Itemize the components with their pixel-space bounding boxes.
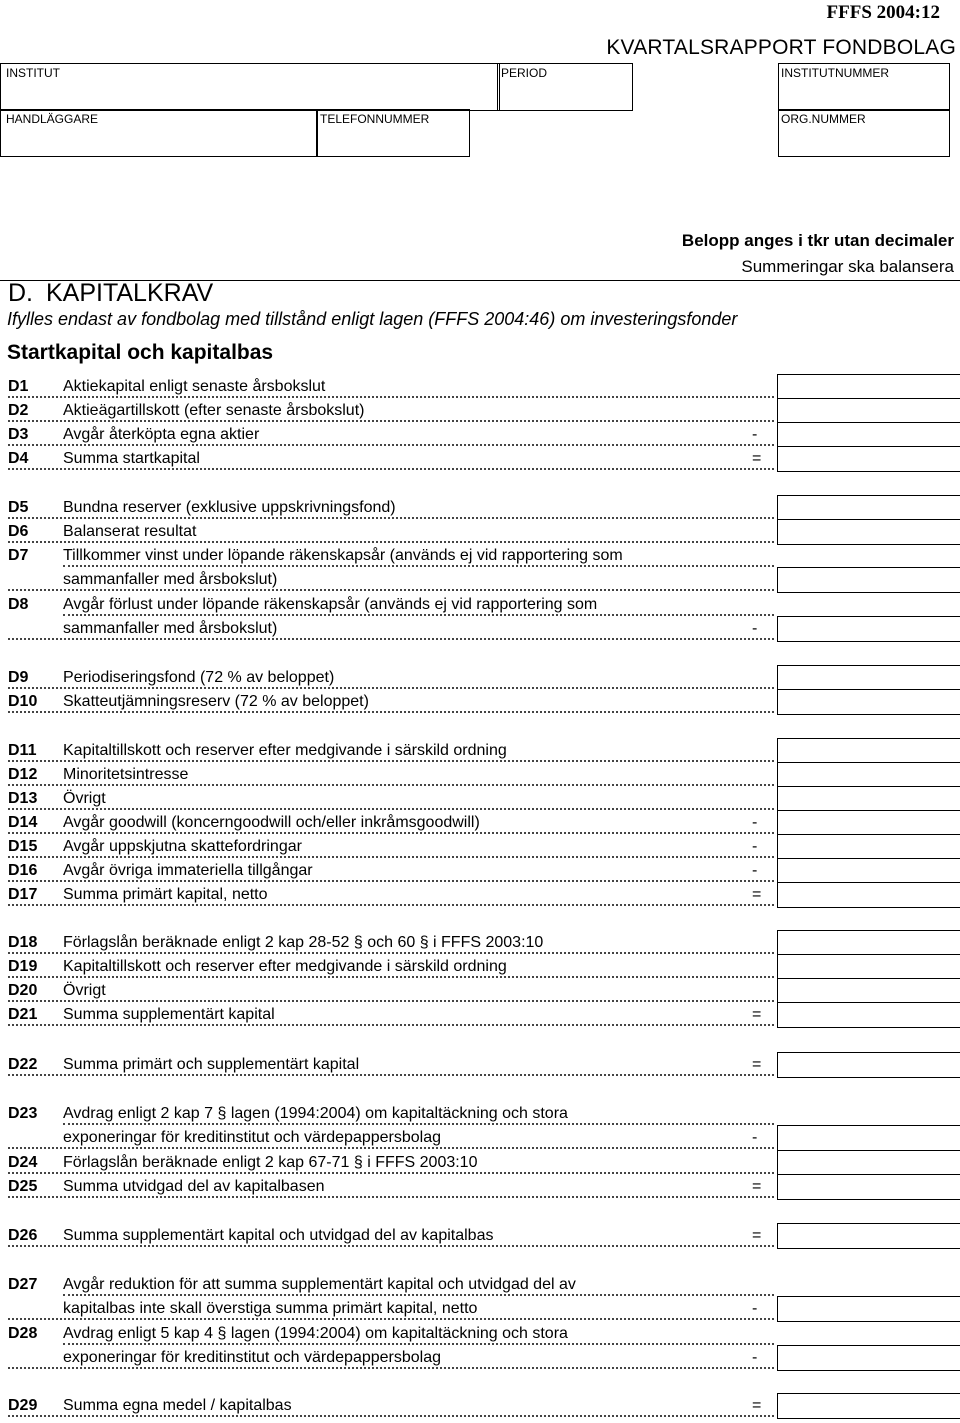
row-description: Avgår reduktion för att summa supplementärt kapital och utvidgad del av	[63, 1276, 576, 1293]
dotted-leader	[63, 1294, 774, 1296]
dotted-leader	[8, 832, 774, 834]
amount-input-d21[interactable]	[777, 1002, 960, 1028]
row-d29	[0, 1396, 960, 1420]
row-description: Avgår goodwill (koncerngoodwill och/eller inkråmsgoodwill)	[63, 814, 480, 831]
row-description: Summa primärt och supplementärt kapital	[63, 1056, 360, 1073]
row-description: Tillkommer vinst under löpande räkenskapsår (används ej vid rapportering som	[63, 547, 623, 564]
minus-sign: -	[752, 838, 758, 855]
row-description: Avgår övriga immateriella tillgångar	[63, 862, 313, 879]
row-description-continuation: sammanfaller med årsbokslut)	[63, 571, 278, 588]
row-d4	[0, 449, 960, 473]
section-title: KAPITALKRAV	[46, 279, 214, 307]
row-d6	[0, 522, 960, 546]
dotted-leader	[8, 1245, 774, 1247]
amount-input-d14[interactable]	[777, 810, 960, 836]
row-code: D17	[8, 886, 38, 903]
dotted-leader	[8, 1172, 774, 1174]
amount-input-d22[interactable]	[777, 1052, 960, 1078]
institutnummer-label: INSTITUTNUMMER	[781, 66, 889, 80]
amount-input-d4[interactable]	[777, 446, 960, 472]
amount-input-d16[interactable]	[777, 858, 960, 884]
amount-input-d10[interactable]	[777, 689, 960, 715]
equals-sign: =	[752, 1397, 762, 1414]
orgnummer-label: ORG.NUMMER	[781, 112, 866, 126]
balance-note: Summeringar ska balansera	[741, 257, 954, 276]
equals-sign: =	[752, 1178, 762, 1195]
dotted-leader	[8, 856, 774, 858]
amount-input-d27[interactable]	[777, 1296, 960, 1322]
handlaggare-label: HANDLÄGGARE	[6, 112, 99, 126]
row-code: D16	[8, 862, 38, 879]
row-description: Summa startkapital	[63, 450, 200, 467]
dotted-leader	[63, 1123, 774, 1125]
section-note: Ifylles endast av fondbolag med tillstånd enligt lagen (FFFS 2004:46) om investeringsfonder	[7, 309, 738, 329]
row-d23-continuation	[0, 1128, 960, 1152]
amount-input-d11[interactable]	[777, 738, 960, 764]
dotted-leader	[63, 1343, 774, 1345]
amount-input-d26[interactable]	[777, 1223, 960, 1249]
amount-input-d17[interactable]	[777, 882, 960, 908]
row-description: Avgår förlust under löpande räkenskapsår (används ej vid rapportering som	[63, 596, 598, 613]
amount-input-d23[interactable]	[777, 1125, 960, 1151]
amount-input-d6[interactable]	[777, 519, 960, 545]
row-code: D19	[8, 958, 38, 975]
amount-input-d20[interactable]	[777, 978, 960, 1004]
equals-sign: =	[752, 450, 762, 467]
row-code: D9	[8, 669, 29, 686]
row-code: D29	[8, 1397, 38, 1414]
dotted-leader	[8, 784, 774, 786]
amount-input-d29[interactable]	[777, 1393, 960, 1419]
row-d28-continuation	[0, 1348, 960, 1372]
row-code: D14	[8, 814, 38, 831]
row-description: Minoritetsintresse	[63, 766, 189, 783]
row-d25	[0, 1177, 960, 1201]
row-code: D25	[8, 1178, 38, 1195]
row-code: D21	[8, 1006, 38, 1023]
dotted-leader	[8, 420, 774, 422]
dotted-leader	[8, 1318, 774, 1320]
amount-input-d2[interactable]	[777, 398, 960, 424]
dotted-leader	[8, 444, 774, 446]
row-description: Övrigt	[63, 790, 106, 807]
row-description: Summa egna medel / kapitalbas	[63, 1397, 292, 1414]
row-code: D2	[8, 402, 29, 419]
amount-input-d19[interactable]	[777, 954, 960, 980]
row-description: Avgår uppskjutna skattefordringar	[63, 838, 302, 855]
institut-field[interactable]	[0, 63, 500, 111]
dotted-leader	[63, 614, 774, 616]
period-label: PERIOD	[501, 66, 548, 80]
amount-input-d12[interactable]	[777, 762, 960, 788]
row-code: D3	[8, 426, 29, 443]
row-description: Summa supplementärt kapital och utvidgad del av kapitalbas	[63, 1227, 494, 1244]
subsection-title: Startkapital och kapitalbas	[7, 341, 274, 364]
amount-input-d28[interactable]	[777, 1345, 960, 1371]
minus-sign: -	[752, 426, 758, 443]
minus-sign: -	[752, 1300, 758, 1317]
dotted-leader	[8, 396, 774, 398]
row-code: D26	[8, 1227, 38, 1244]
row-code: D7	[8, 547, 29, 564]
amount-input-d9[interactable]	[777, 665, 960, 691]
row-code: D20	[8, 982, 38, 999]
row-code: D8	[8, 596, 29, 613]
minus-sign: -	[752, 620, 758, 637]
dotted-leader	[8, 952, 774, 954]
row-description: Aktiekapital enligt senaste årsbokslut	[63, 378, 326, 395]
dotted-leader	[8, 1000, 774, 1002]
dotted-leader	[8, 880, 774, 882]
equals-sign: =	[752, 1056, 762, 1073]
equals-sign: =	[752, 886, 762, 903]
row-description-continuation: exponeringar för kreditinstitut och värdepappersbolag	[63, 1129, 442, 1146]
row-description-continuation: exponeringar för kreditinstitut och värdepappersbolag	[63, 1349, 442, 1366]
dotted-leader	[8, 808, 774, 810]
amount-input-d3[interactable]	[777, 422, 960, 448]
dotted-leader	[8, 904, 774, 906]
amount-input-d13[interactable]	[777, 786, 960, 812]
dotted-leader	[8, 589, 774, 591]
amount-input-d24[interactable]	[777, 1150, 960, 1176]
row-d7-continuation	[0, 570, 960, 594]
row-description: Summa supplementärt kapital	[63, 1006, 275, 1023]
amount-input-d1[interactable]	[777, 374, 960, 400]
row-d27-continuation	[0, 1299, 960, 1323]
dotted-leader	[8, 1074, 774, 1076]
amount-note: Belopp anges i tkr utan decimaler	[681, 231, 954, 250]
row-code: D23	[8, 1105, 38, 1122]
section-divider	[0, 280, 960, 281]
equals-sign: =	[752, 1006, 762, 1023]
minus-sign: -	[752, 1349, 758, 1366]
row-code: D5	[8, 499, 29, 516]
row-description: Avgår återköpta egna aktier	[63, 426, 260, 443]
amount-input-d25[interactable]	[777, 1174, 960, 1200]
row-code: D18	[8, 934, 38, 951]
row-description: Kapitaltillskott och reserver efter medgivande i särskild ordning	[63, 742, 507, 759]
row-code: D4	[8, 450, 29, 467]
dotted-leader	[8, 760, 774, 762]
institut-label: INSTITUT	[6, 66, 60, 80]
row-description: Kapitaltillskott och reserver efter medgivande i särskild ordning	[63, 958, 507, 975]
row-d22	[0, 1055, 960, 1079]
row-d21	[0, 1005, 960, 1029]
dotted-leader	[63, 565, 774, 567]
telefonnummer-label: TELEFONNUMMER	[320, 112, 430, 126]
dotted-leader	[8, 687, 774, 689]
row-description: Summa primärt kapital, netto	[63, 886, 268, 903]
row-code: D24	[8, 1154, 38, 1171]
dotted-leader	[8, 517, 774, 519]
section-heading	[8, 279, 213, 308]
row-d8-continuation	[0, 619, 960, 643]
dotted-leader	[8, 1024, 774, 1026]
form-title: KVARTALSRAPPORT FONDBOLAG	[606, 36, 956, 59]
equals-sign: =	[752, 1227, 762, 1244]
row-description: Övrigt	[63, 982, 106, 999]
dotted-leader	[8, 976, 774, 978]
row-d17	[0, 885, 960, 909]
row-code: D6	[8, 523, 29, 540]
row-description: Avdrag enligt 2 kap 7 § lagen (1994:2004) om kapitaltäckning och stora	[63, 1105, 568, 1122]
dotted-leader	[8, 1147, 774, 1149]
amount-input-d7[interactable]	[777, 567, 960, 593]
dotted-leader	[8, 1415, 774, 1417]
minus-sign: -	[752, 862, 758, 879]
row-code: D13	[8, 790, 38, 807]
row-description: Skatteutjämningsreserv (72 % av beloppet)	[63, 693, 369, 710]
row-description-continuation: sammanfaller med årsbokslut)	[63, 620, 278, 637]
minus-sign: -	[752, 814, 758, 831]
row-code: D27	[8, 1276, 38, 1293]
dotted-leader	[8, 541, 774, 543]
row-code: D10	[8, 693, 38, 710]
row-code: D28	[8, 1325, 38, 1342]
row-code: D22	[8, 1056, 38, 1073]
amount-input-d5[interactable]	[777, 495, 960, 521]
dotted-leader	[8, 711, 774, 713]
row-code: D11	[8, 742, 37, 759]
row-d10	[0, 692, 960, 716]
section-number: D.	[8, 279, 33, 307]
amount-input-d15[interactable]	[777, 834, 960, 860]
dotted-leader	[8, 468, 774, 470]
amount-input-d18[interactable]	[777, 930, 960, 956]
row-description: Summa utvidgad del av kapitalbasen	[63, 1178, 325, 1195]
row-description-continuation: kapitalbas inte skall överstiga summa primärt kapital, netto	[63, 1300, 478, 1317]
row-code: D15	[8, 838, 38, 855]
row-description: Aktieägartillskott (efter senaste årsbokslut)	[63, 402, 365, 419]
row-description: Avdrag enligt 5 kap 4 § lagen (1994:2004) om kapitaltäckning och stora	[63, 1325, 568, 1342]
dotted-leader	[8, 638, 774, 640]
row-description: Periodiseringsfond (72 % av beloppet)	[63, 669, 335, 686]
minus-sign: -	[752, 1129, 758, 1146]
row-code: D12	[8, 766, 38, 783]
row-description: Förlagslån beräknade enligt 2 kap 67-71 § i FFFS 2003:10	[63, 1154, 478, 1171]
row-d26	[0, 1226, 960, 1250]
row-description: Bundna reserver (exklusive uppskrivningsfond)	[63, 499, 396, 516]
amount-input-d8[interactable]	[777, 616, 960, 642]
regulation-reference: FFFS 2004:12	[826, 2, 940, 23]
dotted-leader	[8, 1196, 774, 1198]
dotted-leader	[8, 1367, 774, 1369]
row-code: D1	[8, 378, 29, 395]
row-description: Förlagslån beräknade enligt 2 kap 28-52 § och 60 § i FFFS 2003:10	[63, 934, 544, 951]
row-description: Balanserat resultat	[63, 523, 197, 540]
